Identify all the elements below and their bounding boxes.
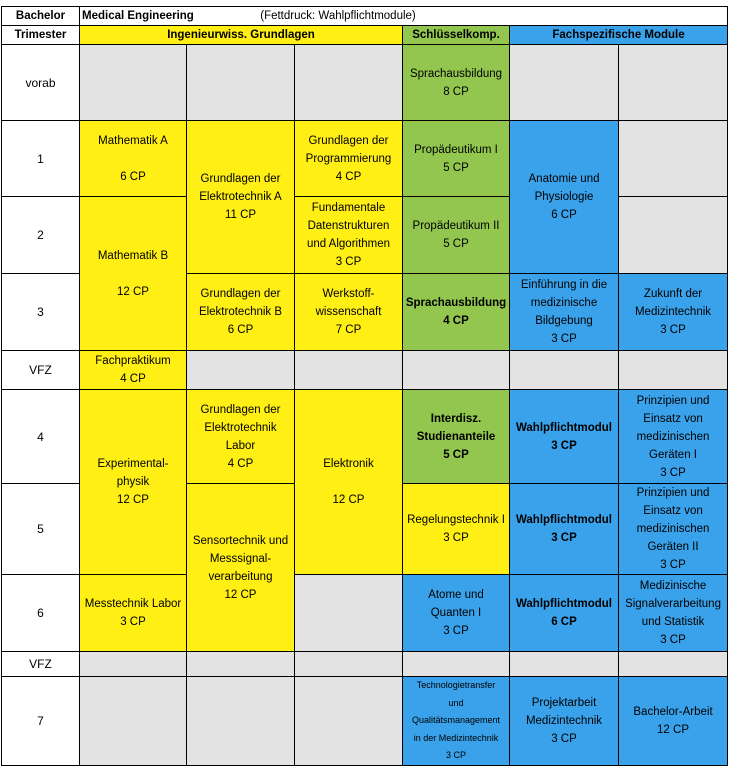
module-text-line: Mathematik A xyxy=(98,134,168,147)
module-fachpraktikum xyxy=(80,351,187,390)
module-propaedeutikum-1 xyxy=(403,121,510,197)
module-text-line: Projektarbeit xyxy=(531,696,597,709)
empty-cell xyxy=(80,45,187,121)
module-text-line xyxy=(82,265,184,283)
empty-cell xyxy=(295,652,403,677)
module-text-line: Signalverarbeitung xyxy=(625,598,721,610)
module-text-line: 12 CP xyxy=(332,494,365,506)
module-text-line: 5 CP xyxy=(443,238,469,250)
module-elektrotechnik-labor xyxy=(187,390,295,484)
module-bachelor-arbeit xyxy=(619,677,728,766)
module-sensortechnik xyxy=(187,484,295,652)
empty-cell xyxy=(619,197,728,274)
module-text-line: Quanten I xyxy=(430,607,482,619)
module-programmierung xyxy=(295,121,403,197)
module-text-line: Programmierung xyxy=(305,152,392,165)
module-prinzipien-1 xyxy=(619,390,728,484)
module-text-line: 3 CP xyxy=(660,324,686,336)
row-label-6: 6 xyxy=(2,575,80,652)
module-text-line: Prinzipien und xyxy=(636,487,710,499)
empty-cell xyxy=(187,652,295,677)
module-interdisziplinaer xyxy=(403,390,510,484)
empty-cell xyxy=(80,652,187,677)
module-text-line: 3 CP xyxy=(551,732,577,745)
module-text-line xyxy=(297,473,400,491)
module-text-line: Einsatz von xyxy=(643,412,703,425)
module-text-line: 3 CP xyxy=(120,616,146,628)
module-text-line: 12 CP xyxy=(657,723,689,736)
empty-cell xyxy=(187,677,295,766)
module-text-line: Wahlpflichtmodul xyxy=(515,514,613,526)
module-text-line: Grundlagen der xyxy=(308,134,389,147)
module-text-line: 12 CP xyxy=(224,588,257,601)
module-text-line: Elektrotechnik A xyxy=(199,191,282,203)
module-text-line: wissenschaft xyxy=(315,306,382,318)
module-text-line: Interdisz. xyxy=(430,412,482,425)
module-zukunft-medizintechnik xyxy=(619,274,728,351)
module-text-line: Wahlpflichtmodul xyxy=(515,598,613,610)
module-text-line: Grundlagen der xyxy=(200,403,281,416)
module-text-line: physik xyxy=(116,476,150,488)
module-text-line: Einsatz von xyxy=(643,505,703,517)
program-title: Medical Engineering xyxy=(82,10,194,22)
module-text-line: Bildgebung xyxy=(535,315,593,327)
program-title-cell xyxy=(80,7,728,26)
module-text-line: Technologietransfer xyxy=(416,680,496,690)
empty-cell xyxy=(295,351,403,390)
module-text-line: 6 CP xyxy=(551,616,577,628)
module-atome-quanten xyxy=(403,575,510,652)
module-text-line: Medizintechnik xyxy=(525,714,603,727)
degree-label: Bachelor xyxy=(2,7,80,26)
module-regelungstechnik xyxy=(403,484,510,575)
module-text-line: 3 CP xyxy=(445,750,466,760)
row-label-5: 5 xyxy=(2,484,80,575)
empty-cell xyxy=(510,45,619,121)
module-text-line: verarbeitung xyxy=(208,570,273,583)
module-messtechnik-labor xyxy=(80,575,187,652)
empty-cell xyxy=(80,677,187,766)
module-text-line: Bachelor-Arbeit xyxy=(633,705,713,718)
module-text-line: Werkstoff- xyxy=(322,288,375,300)
row-label-vorab: vorab xyxy=(2,45,80,121)
module-text-line: Elektrotechnik B xyxy=(198,306,283,318)
empty-cell xyxy=(295,677,403,766)
module-text-line: 5 CP xyxy=(443,448,469,461)
module-text-line: Mathematik B xyxy=(97,249,169,262)
empty-cell xyxy=(187,45,295,121)
module-text-line: und Algorithmen xyxy=(306,238,391,250)
module-text-line: 3 CP xyxy=(551,439,577,452)
module-text-line: 5 CP xyxy=(443,161,469,174)
empty-cell xyxy=(510,351,619,390)
module-text-line: 11 CP xyxy=(224,209,257,221)
module-propaedeutikum-2 xyxy=(403,197,510,274)
module-text-line: Propädeutikum I xyxy=(414,143,498,156)
module-sprachausbildung-8 xyxy=(403,45,510,121)
module-text-line: Fachpraktikum xyxy=(95,355,171,367)
module-text-line: 3 CP xyxy=(660,559,686,571)
module-text-line: Experimental- xyxy=(97,458,169,470)
module-text-line: Einführung in die xyxy=(520,279,608,291)
trimester-header: Trimester xyxy=(2,26,80,45)
module-text-line: 6 CP xyxy=(227,324,254,336)
module-wahlpflicht-6 xyxy=(510,575,619,652)
module-text-line: Regelungstechnik I xyxy=(407,514,505,526)
module-text-line: Grundlagen der xyxy=(200,173,281,185)
module-text-line: Sensortechnik und xyxy=(192,534,289,547)
module-wahlpflicht-5 xyxy=(510,484,619,575)
empty-cell xyxy=(403,351,510,390)
module-text-line: medizinischen xyxy=(636,523,710,535)
module-elektrotechnik-a xyxy=(187,121,295,274)
module-text-line: Geräten II xyxy=(647,541,699,553)
module-elektronik xyxy=(295,390,403,575)
module-projektarbeit xyxy=(510,677,619,766)
row-label-2: 2 xyxy=(2,197,80,274)
module-text-line: Grundlagen der xyxy=(200,288,281,300)
module-text-line: Atome und xyxy=(428,589,484,601)
empty-cell xyxy=(187,351,295,390)
module-text-line: 4 CP xyxy=(443,315,469,327)
module-text-line: Sprachausbildung xyxy=(409,67,503,80)
bold-note: (Fettdruck: Wahlpflichtmodule) xyxy=(260,10,416,22)
module-text-line: Zukunft der xyxy=(643,288,703,300)
module-text-line: 3 CP xyxy=(443,625,469,637)
fach-header: Fachspezifische Module xyxy=(510,26,728,45)
module-text-line: Medizinische xyxy=(639,580,707,592)
module-text-line: Studienanteile xyxy=(416,430,496,443)
module-text-line: Fundamentale xyxy=(311,202,386,214)
module-signalverarbeitung xyxy=(619,575,728,652)
module-text-line: medizinische xyxy=(530,297,598,309)
module-text-line: 8 CP xyxy=(443,85,469,98)
module-text-line: Labor xyxy=(225,439,256,452)
module-text-line: 3 CP xyxy=(660,466,686,479)
row-label-1: 1 xyxy=(2,121,80,197)
module-datenstrukturen xyxy=(295,197,403,274)
module-text-line: 12 CP xyxy=(117,494,149,506)
empty-cell xyxy=(403,652,510,677)
module-sprachausbildung-4 xyxy=(403,274,510,351)
row-label-vfz: VFZ xyxy=(2,351,80,390)
module-text-line: 4 CP xyxy=(227,457,254,470)
module-text-line: Wahlpflichtmodul xyxy=(515,421,613,434)
module-text-line: Messsignal- xyxy=(209,552,272,565)
module-text-line: Prinzipien und xyxy=(636,394,710,407)
empty-cell xyxy=(510,652,619,677)
module-text-line: Geräten I xyxy=(649,448,697,461)
module-text-line: Anatomie und xyxy=(528,173,600,185)
module-text-line: 12 CP xyxy=(117,285,149,298)
empty-cell xyxy=(619,351,728,390)
module-text-line: und xyxy=(448,697,464,708)
module-text-line: 7 CP xyxy=(335,324,362,336)
module-text-line: 3 CP xyxy=(335,256,362,268)
module-text-line: 6 CP xyxy=(120,170,146,183)
module-text-line: Datenstrukturen xyxy=(307,220,390,232)
module-text-line: Qualitätsmanagement xyxy=(411,715,501,725)
module-text-line: Elektrotechnik xyxy=(204,421,277,434)
module-text-line xyxy=(82,150,184,168)
module-experimentalphysik xyxy=(80,390,187,575)
module-elektrotechnik-b xyxy=(187,274,295,351)
module-anatomie xyxy=(510,121,619,274)
module-text-line: 6 CP xyxy=(551,209,577,221)
module-werkstoff xyxy=(295,274,403,351)
module-technologietransfer xyxy=(403,677,510,766)
module-text-line: medizinischen xyxy=(636,430,710,443)
empty-cell xyxy=(295,575,403,652)
module-text-line: Medizintechnik xyxy=(634,306,712,318)
module-text-line: und Statistik xyxy=(641,616,705,628)
module-text-line: in der Medizintechnik xyxy=(413,732,499,743)
module-text-line: Messtechnik Labor xyxy=(84,598,182,610)
schluessel-header: Schlüsselkomp. xyxy=(403,26,510,45)
empty-cell xyxy=(295,45,403,121)
module-text-line: Sprachausbildung xyxy=(405,297,507,309)
module-text-line: 3 CP xyxy=(551,333,577,345)
module-bildgebung xyxy=(510,274,619,351)
curriculum-table xyxy=(1,6,728,766)
module-text-line: Physiologie xyxy=(534,191,594,203)
module-mathematik-b xyxy=(80,197,187,351)
row-label-7: 7 xyxy=(2,677,80,766)
empty-cell xyxy=(619,121,728,197)
module-text-line: Elektronik xyxy=(323,458,374,470)
row-label-4: 4 xyxy=(2,390,80,484)
module-text-line: 4 CP xyxy=(120,373,146,385)
module-prinzipien-2 xyxy=(619,484,728,575)
module-text-line: 4 CP xyxy=(335,170,362,183)
module-mathematik-a xyxy=(80,121,187,197)
module-wahlpflicht-4 xyxy=(510,390,619,484)
module-text-line: 3 CP xyxy=(443,532,469,544)
module-text-line: Propädeutikum II xyxy=(412,220,500,232)
row-label-3: 3 xyxy=(2,274,80,351)
ingenieur-header: Ingenieurwiss. Grundlagen xyxy=(80,26,403,45)
module-text-line: 3 CP xyxy=(551,532,577,544)
empty-cell xyxy=(619,45,728,121)
empty-cell xyxy=(619,652,728,677)
row-label-vfz: VFZ xyxy=(2,652,80,677)
module-text-line: 3 CP xyxy=(660,634,686,646)
